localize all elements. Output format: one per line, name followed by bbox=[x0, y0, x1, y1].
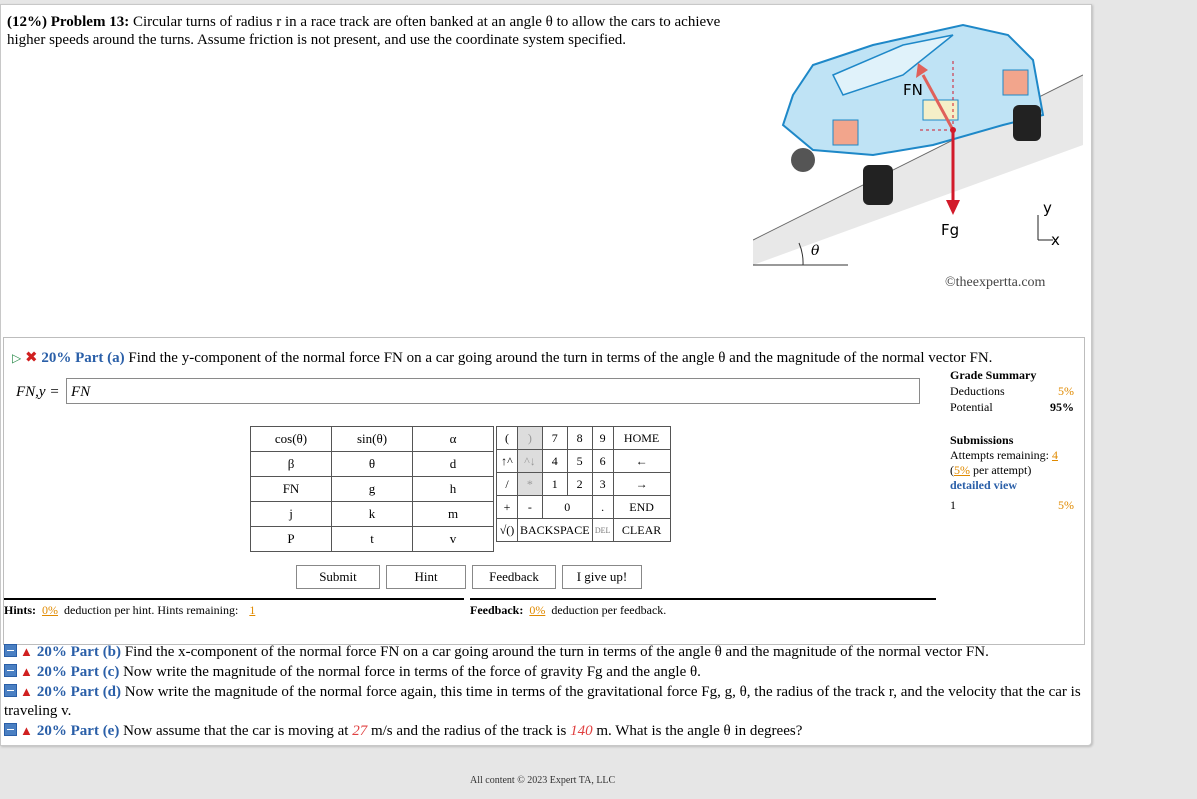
fn-label: FN bbox=[903, 81, 923, 99]
per-attempt-value: 5% bbox=[954, 463, 970, 477]
warning-icon: ▲ bbox=[20, 684, 33, 699]
key-1[interactable]: 1 bbox=[542, 473, 567, 496]
remaining-parts bbox=[4, 642, 1084, 741]
key-g[interactable]: g bbox=[332, 477, 413, 502]
hints-pct: 0% bbox=[42, 603, 59, 617]
problem-panel bbox=[0, 4, 1092, 746]
collapse-icon[interactable] bbox=[4, 723, 17, 736]
key-backspace[interactable]: BACKSPACE bbox=[518, 519, 593, 542]
part-c-pct: 20% Part (c) bbox=[36, 664, 120, 680]
part-e-text-1: Now assume that the car is moving at bbox=[123, 723, 349, 739]
fg-arrowhead bbox=[946, 200, 960, 215]
theta-label: θ bbox=[811, 243, 820, 259]
key-7[interactable]: 7 bbox=[542, 427, 567, 450]
fg-label: Fg bbox=[941, 221, 960, 239]
key-fn[interactable]: FN bbox=[251, 477, 332, 502]
wrong-icon: ✖ bbox=[24, 350, 38, 366]
collapse-icon[interactable] bbox=[4, 684, 17, 697]
car-diagram bbox=[753, 15, 1083, 305]
key-del[interactable]: DEL bbox=[592, 519, 613, 542]
hints-bar bbox=[4, 598, 464, 618]
key-k[interactable]: k bbox=[332, 502, 413, 527]
attempts-label: Attempts remaining: bbox=[950, 448, 1049, 462]
part-c-row[interactable] bbox=[4, 662, 1084, 682]
attempts-value: 4 bbox=[1051, 448, 1058, 462]
part-a-pct: 20% Part (a) bbox=[41, 350, 125, 366]
key-v[interactable]: v bbox=[413, 527, 494, 552]
car-figure bbox=[753, 15, 1083, 305]
key-sqrt[interactable]: √() bbox=[497, 519, 518, 542]
key-0[interactable]: 0 bbox=[542, 496, 592, 519]
key-left[interactable]: ← bbox=[613, 450, 670, 473]
warning-icon: ▲ bbox=[20, 664, 33, 679]
taillight-left bbox=[833, 120, 858, 145]
key-end[interactable]: END bbox=[613, 496, 670, 519]
potential-label: Potential bbox=[950, 400, 993, 414]
y-axis-label: y bbox=[1043, 199, 1052, 217]
part-b-row[interactable] bbox=[4, 642, 1084, 662]
key-close-paren[interactable]: ) bbox=[518, 427, 543, 450]
play-icon[interactable]: ▷ bbox=[12, 351, 22, 365]
warning-icon: ▲ bbox=[20, 723, 33, 738]
submissions-title: Submissions bbox=[950, 433, 1014, 447]
problem-header: (12%) Problem 13: bbox=[7, 14, 130, 30]
part-d-pct: 20% Part (d) bbox=[36, 684, 122, 700]
collapse-icon[interactable] bbox=[4, 644, 17, 657]
footer-text: All content © 2023 Expert TA, LLC bbox=[470, 775, 616, 786]
key-6[interactable]: 6 bbox=[592, 450, 613, 473]
part-a-text: Find the y-component of the normal force FN on a car going around the turn in terms of the angle θ and the magnitude of the normal vector FN. bbox=[128, 350, 993, 366]
problem-statement bbox=[7, 13, 747, 49]
key-right[interactable]: → bbox=[613, 473, 670, 496]
taillight-right bbox=[1003, 70, 1028, 95]
part-a-title bbox=[12, 348, 992, 367]
key-home[interactable]: HOME bbox=[613, 427, 670, 450]
wheel-rear-left bbox=[863, 165, 893, 205]
per-attempt-label: per attempt bbox=[973, 463, 1028, 477]
part-b-text: Find the x-component of the normal force FN on a car going around the turn in terms of the angle θ and the magnitude of the normal vector FN. bbox=[124, 644, 989, 660]
key-p[interactable]: P bbox=[251, 527, 332, 552]
key-dot[interactable]: . bbox=[592, 496, 613, 519]
key-superscript[interactable]: ↑^ bbox=[497, 450, 518, 473]
key-2[interactable]: 2 bbox=[567, 473, 592, 496]
submission-value: 5% bbox=[1058, 498, 1074, 512]
hints-label: Hints: bbox=[4, 603, 37, 617]
answer-label: FN,y = bbox=[16, 384, 60, 400]
problem-text: Circular turns of radius r in a race track are often banked at an angle θ to allow the cars to achieve higher speeds around the turns. Assume friction is not present, and use the coordinate system specified. bbox=[7, 14, 721, 48]
part-e-text-3: m. What is the angle θ in degrees? bbox=[596, 723, 803, 739]
part-e-row[interactable] bbox=[4, 721, 1084, 741]
key-sin[interactable]: sin(θ) bbox=[332, 427, 413, 452]
part-e-pct: 20% Part (e) bbox=[36, 723, 120, 739]
key-divide[interactable]: / bbox=[497, 473, 518, 496]
part-d-text: Now write the magnitude of the normal force again, this time in terms of the gravitational force Fg, g, θ, the radius of the track r, and the velocity that the car is traveling v. bbox=[4, 684, 1081, 719]
hints-remaining: 1 bbox=[249, 603, 256, 617]
key-multiply[interactable]: * bbox=[518, 473, 543, 496]
submission-number: 1 bbox=[950, 498, 956, 512]
key-subscript[interactable]: ^↓ bbox=[518, 450, 543, 473]
collapse-icon[interactable] bbox=[4, 664, 17, 677]
hints-text: deduction per hint. Hints remaining: bbox=[64, 603, 239, 617]
force-origin bbox=[950, 127, 956, 133]
key-cos[interactable]: cos(θ) bbox=[251, 427, 332, 452]
warning-icon: ▲ bbox=[20, 644, 33, 659]
feedback-text: deduction per feedback. bbox=[551, 603, 667, 617]
symbol-keypad bbox=[250, 426, 494, 552]
part-d-row[interactable] bbox=[4, 682, 1084, 721]
key-t[interactable]: t bbox=[332, 527, 413, 552]
potential-value: 95% bbox=[1050, 400, 1074, 414]
feedback-label: Feedback: bbox=[470, 603, 524, 617]
key-beta[interactable]: β bbox=[251, 452, 332, 477]
part-b-pct: 20% Part (b) bbox=[36, 644, 122, 660]
key-clear[interactable]: CLEAR bbox=[613, 519, 670, 542]
key-m[interactable]: m bbox=[413, 502, 494, 527]
key-h[interactable]: h bbox=[413, 477, 494, 502]
key-alpha[interactable]: α bbox=[413, 427, 494, 452]
deductions-label: Deductions bbox=[950, 384, 1005, 398]
part-e-text-2: m/s and the radius of the track is bbox=[370, 723, 567, 739]
key-j[interactable]: j bbox=[251, 502, 332, 527]
key-open-paren[interactable]: ( bbox=[497, 427, 518, 450]
wheel-rear-right bbox=[1013, 105, 1041, 141]
give-up-button[interactable]: I give up! bbox=[562, 565, 642, 589]
key-9[interactable]: 9 bbox=[592, 427, 613, 450]
grade-summary: Grade Summary Deductions 5% Potential 95% Submissions Attempts remaining: 4 (5% per attempt) detailed view 1 5% bbox=[950, 368, 1074, 512]
x-axis-label: x bbox=[1051, 231, 1060, 249]
feedback-pct: 0% bbox=[529, 603, 546, 617]
key-5[interactable]: 5 bbox=[567, 450, 592, 473]
wheel-left bbox=[791, 148, 815, 172]
deductions-value: 5% bbox=[1058, 384, 1074, 398]
key-plus[interactable]: + bbox=[497, 496, 518, 519]
hint-button[interactable]: Hint bbox=[386, 565, 466, 589]
key-3[interactable]: 3 bbox=[592, 473, 613, 496]
submit-button[interactable]: Submit bbox=[296, 565, 380, 589]
key-4[interactable]: 4 bbox=[542, 450, 567, 473]
part-c-text: Now write the magnitude of the normal force in terms of the force of gravity Fg and the angle θ. bbox=[123, 664, 701, 680]
detailed-view-link[interactable]: detailed view bbox=[950, 478, 1017, 492]
copyright-text: ©theexpertta.com bbox=[945, 275, 1046, 290]
part-e-speed: 27 bbox=[352, 723, 368, 739]
operator-keypad bbox=[496, 426, 671, 542]
feedback-button[interactable]: Feedback bbox=[472, 565, 556, 589]
answer-input[interactable]: FN bbox=[66, 378, 920, 404]
key-8[interactable]: 8 bbox=[567, 427, 592, 450]
part-e-radius: 140 bbox=[570, 723, 593, 739]
feedback-bar bbox=[470, 598, 936, 618]
key-minus[interactable]: - bbox=[518, 496, 543, 519]
key-theta[interactable]: θ bbox=[332, 452, 413, 477]
key-d[interactable]: d bbox=[413, 452, 494, 477]
grade-title: Grade Summary bbox=[950, 368, 1037, 382]
